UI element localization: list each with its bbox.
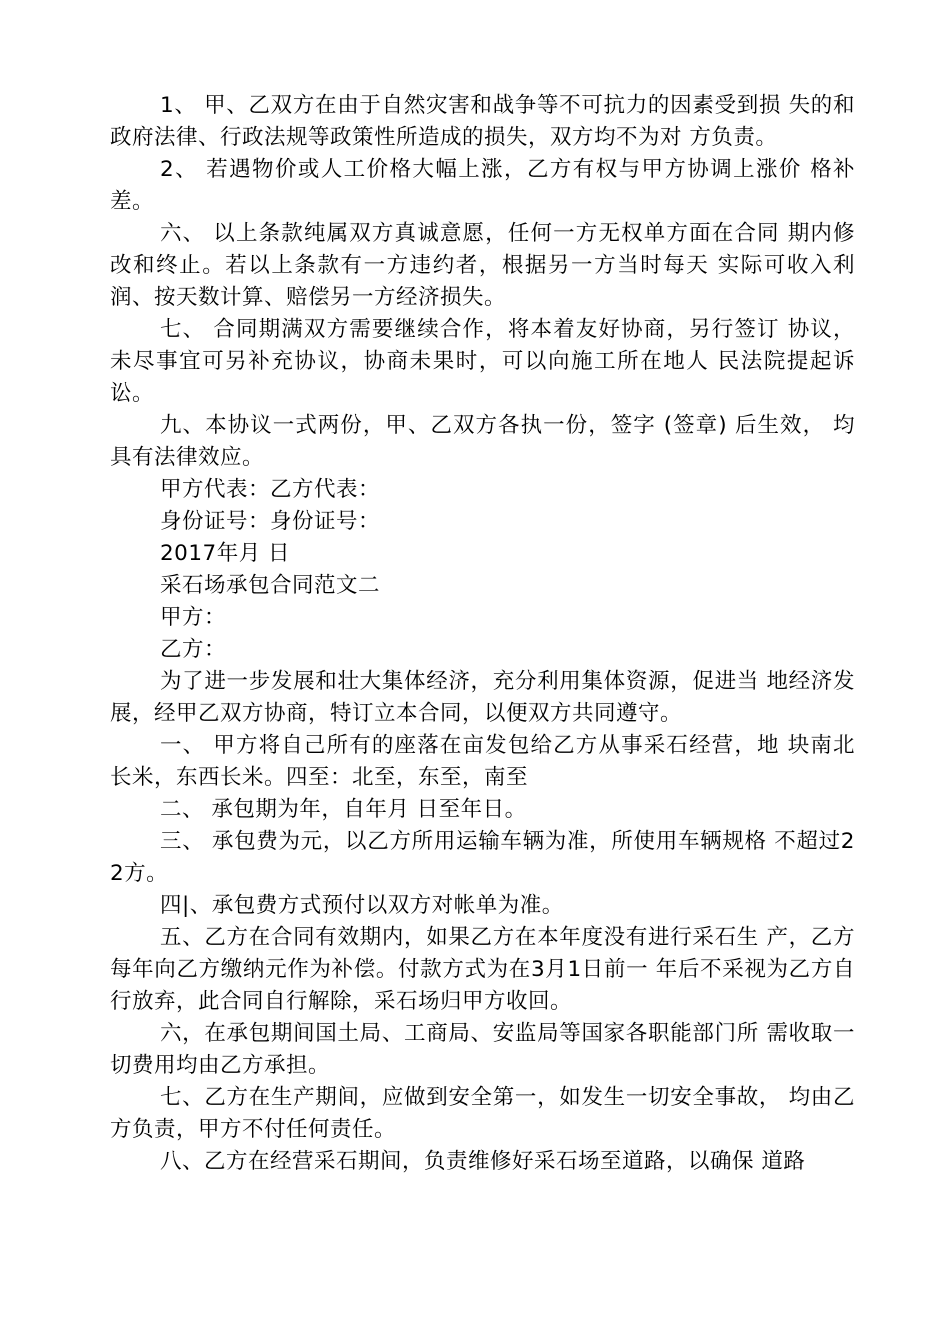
clause-six-fees: 六，在承包期间国土局、工商局、安监局等国家各职能部门所 需收取一切费用均由乙方承担。 bbox=[110, 1021, 855, 1078]
clause-six-breach: 六、 以上条款纯属双方真诚意愿，任何一方无权单方面在合同 期内修改和终止。若以上条款有一方违约者，根据另一方当时每天 实际可收入利润、按天数计算、赔偿另一方经济损失。 bbox=[110, 221, 855, 310]
party-a-line: 甲方： bbox=[160, 605, 227, 630]
clause-price-increase: 2、 若遇物价或人工价格大幅上涨，乙方有权与甲方协调上涨价 格补差。 bbox=[110, 157, 855, 214]
contract-preamble: 为了进一步发展和壮大集体经济，充分利用集体资源，促进当 地经济发展，经甲乙双方协商，特订立本合同，以便双方共同遵守。 bbox=[110, 669, 855, 726]
section-title: 采石场承包合同范文二 bbox=[160, 573, 381, 598]
clause-two-term: 二、 承包期为年，自年月 日至年日。 bbox=[160, 797, 527, 822]
signature-id-numbers: 身份证号：身份证号： bbox=[160, 509, 381, 534]
party-b-line: 乙方： bbox=[160, 637, 227, 662]
signature-date: 2017年月 日 bbox=[160, 541, 291, 566]
clause-nine-copies: 九、本协议一式两份，甲、乙双方各执一份，签字 (签章) 后生效， 均具有法律效应。 bbox=[110, 413, 855, 470]
clause-three-fee: 三、 承包费为元，以乙方所用运输车辆为准，所使用车辆规格 不超过22方。 bbox=[110, 829, 855, 886]
signature-representatives: 甲方代表：乙方代表： bbox=[160, 477, 381, 502]
clause-one-land: 一、 甲方将自己所有的座落在亩发包给乙方从事采石经营，地 块南北长米，东西长米。四至：北至，东至，南至 bbox=[110, 733, 855, 790]
clause-seven-safety: 七、乙方在生产期间，应做到安全第一，如发生一切安全事故， 均由乙方负责，甲方不付任何责任。 bbox=[110, 1085, 855, 1142]
clause-force-majeure: 1、 甲、乙双方在由于自然灾害和战争等不可抗力的因素受到损 失的和政府法律、行政法规等政策性所造成的损失，双方均不为对 方负责。 bbox=[110, 93, 855, 150]
clause-five-compensation: 五、乙方在合同有效期内，如果乙方在本年度没有进行采石生 产，乙方每年向乙方缴纳元作为补偿。付款方式为在3月1日前一 年后不采视为乙方自行放弃，此合同自行解除，采石场归甲方收回。 bbox=[110, 925, 855, 1014]
clause-four-payment: 四|、承包费方式预付以双方对帐单为准。 bbox=[160, 893, 564, 918]
clause-seven-renewal: 七、 合同期满双方需要继续合作，将本着友好协商，另行签订 协议，未尽事宜可另补充协议，协商未果时，可以向施工所在地人 民法院提起诉讼。 bbox=[110, 317, 855, 406]
clause-eight-road: 八、乙方在经营采石期间，负责维修好采石场至道路，以确保 道路 bbox=[160, 1149, 806, 1174]
document-body bbox=[110, 90, 855, 1178]
